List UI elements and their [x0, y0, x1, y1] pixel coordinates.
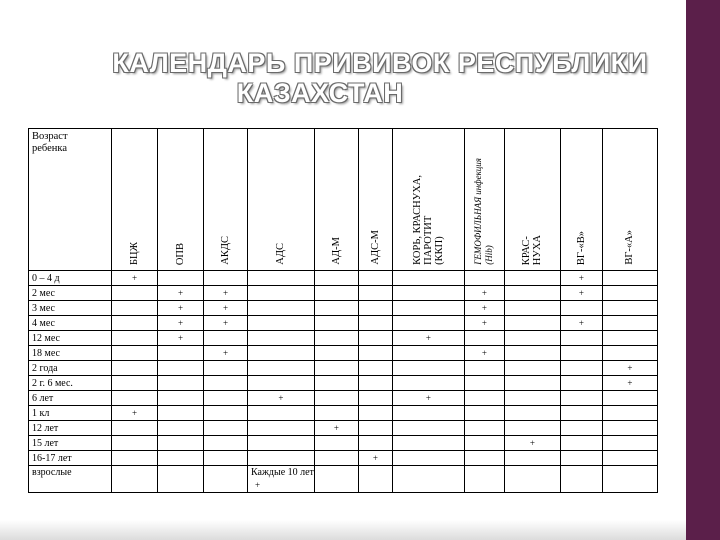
vaccine-mark-cell [358, 286, 392, 301]
vaccine-mark-cell [602, 286, 657, 301]
vaccine-mark-cell [504, 271, 560, 286]
column-header-label: БЦЖ [129, 241, 140, 265]
vaccine-mark-cell [392, 316, 464, 331]
vaccine-mark-cell [560, 361, 602, 376]
vaccine-mark-cell [358, 466, 392, 493]
column-header [314, 129, 358, 271]
vaccine-mark-cell [358, 331, 392, 346]
vaccine-mark-cell [464, 271, 504, 286]
column-header-label: ВГ-«А» [624, 230, 636, 265]
vaccine-mark-cell: + [158, 316, 204, 331]
age-cell: 1 кл [29, 406, 112, 421]
vaccine-mark-cell: + [158, 286, 204, 301]
vaccine-mark-cell: + [204, 301, 248, 316]
vaccine-mark-cell [248, 286, 315, 301]
vaccine-mark-cell: + [248, 391, 315, 406]
vaccine-mark-cell [314, 451, 358, 466]
vaccine-mark-cell [158, 406, 204, 421]
age-cell: взрослые [29, 466, 112, 493]
adult-note-cell [248, 466, 315, 493]
vaccine-mark-cell [314, 271, 358, 286]
vaccine-mark-cell [112, 286, 158, 301]
vaccine-mark-cell [248, 346, 315, 361]
vaccine-mark-cell [204, 361, 248, 376]
vaccine-mark-cell [112, 346, 158, 361]
vaccine-mark-cell [314, 391, 358, 406]
vaccine-mark-cell [392, 301, 464, 316]
vaccine-mark-cell [464, 391, 504, 406]
vaccine-mark-cell: + [392, 331, 464, 346]
vaccine-mark-cell [392, 286, 464, 301]
column-header-age [29, 129, 112, 271]
vaccine-mark-cell [158, 421, 204, 436]
table-row [29, 361, 658, 376]
vaccine-mark-cell [464, 361, 504, 376]
vaccine-mark-cell [158, 451, 204, 466]
vaccine-mark-cell [392, 376, 464, 391]
vaccine-mark-cell [504, 361, 560, 376]
vaccine-mark-cell [358, 346, 392, 361]
vaccine-mark-cell [602, 466, 657, 493]
vaccine-mark-cell [112, 436, 158, 451]
table-header [29, 129, 658, 271]
column-header-label: АД-М [330, 237, 342, 265]
vaccine-mark-cell [248, 316, 315, 331]
vaccine-mark-cell [248, 451, 315, 466]
vaccine-mark-cell [248, 436, 315, 451]
vaccine-mark-cell [560, 421, 602, 436]
vaccine-mark-cell [314, 406, 358, 421]
vaccine-mark-cell [504, 466, 560, 493]
column-header [204, 129, 248, 271]
vaccine-mark-cell [204, 451, 248, 466]
column-header-label: ОПВ [175, 242, 186, 265]
vaccine-mark-cell: + [464, 286, 504, 301]
vaccine-mark-cell [504, 286, 560, 301]
table-row [29, 301, 658, 316]
vaccine-mark-cell [248, 421, 315, 436]
title-line-1: КАЛЕНДАРЬ ПРИВИВОК РЕСПУБЛИКИ [112, 48, 648, 78]
vaccine-mark-cell [464, 331, 504, 346]
vaccine-mark-cell: + [560, 286, 602, 301]
vaccine-mark-cell [112, 376, 158, 391]
vaccine-mark-cell [204, 406, 248, 421]
vaccine-mark-cell [314, 436, 358, 451]
vaccine-mark-cell [560, 406, 602, 421]
vaccine-mark-cell [464, 436, 504, 451]
column-header [464, 129, 504, 271]
vaccine-mark-cell [464, 451, 504, 466]
vaccine-mark-cell [112, 451, 158, 466]
age-cell: 2 мес [29, 286, 112, 301]
vaccine-mark-cell [248, 361, 315, 376]
table-row [29, 376, 658, 391]
vaccine-mark-cell [560, 436, 602, 451]
vaccine-mark-cell [358, 391, 392, 406]
column-header-label: АКДС [220, 236, 231, 265]
vaccine-mark-cell [314, 301, 358, 316]
vaccine-mark-cell [560, 301, 602, 316]
vaccine-mark-cell [560, 451, 602, 466]
age-cell: 18 мес [29, 346, 112, 361]
vaccine-mark-cell: + [314, 421, 358, 436]
vaccine-mark-cell [560, 346, 602, 361]
vaccine-mark-cell [560, 331, 602, 346]
vaccine-mark-cell [392, 466, 464, 493]
adult-note-text: Каждые 10 лет [251, 467, 314, 478]
column-header [504, 129, 560, 271]
table-row [29, 466, 658, 493]
vaccine-mark-cell [602, 406, 657, 421]
table-body [29, 271, 658, 493]
vaccine-mark-cell [112, 466, 158, 493]
vaccine-mark-cell [358, 376, 392, 391]
vaccine-mark-cell [314, 376, 358, 391]
vaccine-mark-cell [504, 376, 560, 391]
age-cell: 6 лет [29, 391, 112, 406]
age-cell: 12 мес [29, 331, 112, 346]
vaccine-mark-cell: + [112, 271, 158, 286]
vaccine-mark-cell [358, 316, 392, 331]
vaccine-mark-cell [504, 421, 560, 436]
page-title [60, 48, 700, 108]
vaccine-mark-cell [248, 301, 315, 316]
age-cell: 4 мес [29, 316, 112, 331]
title-line-2: КАЗАХСТАН [236, 78, 404, 108]
table-row [29, 316, 658, 331]
vaccine-mark-cell [602, 421, 657, 436]
vaccine-mark-cell [158, 346, 204, 361]
vaccine-mark-cell [248, 271, 315, 286]
vaccine-mark-cell [560, 391, 602, 406]
column-header [358, 129, 392, 271]
vaccine-mark-cell: + [204, 346, 248, 361]
vaccine-mark-cell [248, 406, 315, 421]
bottom-gradient-band [0, 520, 686, 540]
vaccine-mark-cell [248, 376, 315, 391]
vaccine-mark-cell [314, 361, 358, 376]
vaccine-mark-cell [358, 361, 392, 376]
age-cell: 2 г. 6 мес. [29, 376, 112, 391]
table-row [29, 436, 658, 451]
vaccine-mark-cell [464, 466, 504, 493]
column-header [248, 129, 315, 271]
vaccine-mark-cell [560, 466, 602, 493]
table-row [29, 421, 658, 436]
vaccine-mark-cell [112, 361, 158, 376]
column-header [602, 129, 657, 271]
age-cell: 0 – 4 д [29, 271, 112, 286]
column-header [112, 129, 158, 271]
table-row [29, 286, 658, 301]
vaccine-mark-cell [248, 331, 315, 346]
vaccine-mark-cell: + [464, 301, 504, 316]
table-row [29, 331, 658, 346]
column-header [560, 129, 602, 271]
column-header-label: ГЕМОФИЛЬНАЯ инфекция (Hib) [473, 158, 495, 265]
column-header-label: АДС-М [369, 230, 381, 265]
vaccine-mark-cell [602, 271, 657, 286]
vaccine-mark-cell [112, 331, 158, 346]
vaccine-mark-cell [392, 346, 464, 361]
vaccine-mark-cell [112, 421, 158, 436]
vaccine-mark-cell [392, 271, 464, 286]
vaccine-mark-cell [602, 331, 657, 346]
vaccine-mark-cell [392, 406, 464, 421]
vaccine-mark-cell [158, 376, 204, 391]
vaccine-mark-cell [204, 436, 248, 451]
vaccine-mark-cell [358, 436, 392, 451]
table-row [29, 451, 658, 466]
vaccine-mark-cell: + [204, 316, 248, 331]
vaccine-mark-cell [204, 331, 248, 346]
corner-label: Возраст ребенка [32, 131, 68, 154]
vaccine-mark-cell [204, 466, 248, 493]
vaccine-mark-cell [358, 301, 392, 316]
vaccine-mark-cell: + [112, 406, 158, 421]
header-row [29, 129, 658, 271]
vaccine-mark-cell [158, 271, 204, 286]
vaccine-mark-cell [358, 421, 392, 436]
vaccine-mark-cell [504, 316, 560, 331]
vaccine-mark-cell [464, 421, 504, 436]
vaccine-mark-cell [358, 271, 392, 286]
column-header [392, 129, 464, 271]
column-header [158, 129, 204, 271]
vaccine-mark-cell [204, 271, 248, 286]
vaccine-mark-cell [158, 391, 204, 406]
vaccine-mark-cell [504, 451, 560, 466]
vaccine-mark-cell [504, 301, 560, 316]
vaccine-mark-cell [602, 436, 657, 451]
vaccine-mark-cell [314, 346, 358, 361]
vaccine-mark-cell [158, 466, 204, 493]
age-cell: 15 лет [29, 436, 112, 451]
vaccine-mark-cell: + [358, 451, 392, 466]
vaccine-mark-cell: + [560, 316, 602, 331]
column-header-label: КРАС- НУХА [521, 234, 544, 265]
vaccine-mark-cell [112, 301, 158, 316]
vaccine-mark-cell [392, 436, 464, 451]
vaccine-mark-cell [504, 391, 560, 406]
vaccine-mark-cell [504, 346, 560, 361]
adult-note-mark: + [255, 480, 261, 490]
age-cell: 2 года [29, 361, 112, 376]
table-row [29, 346, 658, 361]
vaccine-mark-cell: + [464, 316, 504, 331]
vaccine-mark-cell [602, 391, 657, 406]
vaccine-mark-cell [560, 376, 602, 391]
age-cell: 12 лет [29, 421, 112, 436]
vaccine-mark-cell [314, 316, 358, 331]
vaccine-mark-cell [314, 286, 358, 301]
column-header-label: АДС [275, 243, 287, 265]
vaccination-schedule-table [28, 128, 658, 493]
vaccine-mark-cell [602, 301, 657, 316]
vaccine-mark-cell [464, 406, 504, 421]
vaccine-mark-cell: + [204, 286, 248, 301]
vaccine-mark-cell [112, 391, 158, 406]
vaccine-mark-cell [158, 436, 204, 451]
vaccine-mark-cell: + [602, 376, 657, 391]
vaccine-mark-cell [602, 451, 657, 466]
vaccine-mark-cell [602, 346, 657, 361]
vaccine-mark-cell: + [560, 271, 602, 286]
vaccine-mark-cell [314, 466, 358, 493]
vaccine-mark-cell [504, 331, 560, 346]
vaccine-mark-cell [392, 361, 464, 376]
vaccine-mark-cell [204, 376, 248, 391]
vaccine-mark-cell [112, 316, 158, 331]
vaccine-mark-cell [158, 361, 204, 376]
column-header-label: ВГ-«В» [575, 230, 587, 265]
vaccine-mark-cell [204, 421, 248, 436]
vaccine-mark-cell: + [602, 361, 657, 376]
vaccine-mark-cell [358, 406, 392, 421]
vaccine-mark-cell [504, 406, 560, 421]
vaccine-mark-cell [392, 421, 464, 436]
vaccine-mark-cell [392, 451, 464, 466]
vaccine-mark-cell: + [464, 346, 504, 361]
vaccine-mark-cell [602, 316, 657, 331]
vaccine-mark-cell: + [504, 436, 560, 451]
age-cell: 16-17 лет [29, 451, 112, 466]
vaccine-mark-cell [464, 376, 504, 391]
age-cell: 3 мес [29, 301, 112, 316]
vaccine-mark-cell: + [392, 391, 464, 406]
table-row [29, 271, 658, 286]
column-header-label: КОРЬ, КРАСНУХА, ПАРОТИТ (ККП) [411, 175, 445, 265]
vaccine-mark-cell [204, 391, 248, 406]
table-row [29, 406, 658, 421]
table-row [29, 391, 658, 406]
vaccine-mark-cell [314, 331, 358, 346]
vaccine-mark-cell: + [158, 301, 204, 316]
vaccine-mark-cell: + [158, 331, 204, 346]
